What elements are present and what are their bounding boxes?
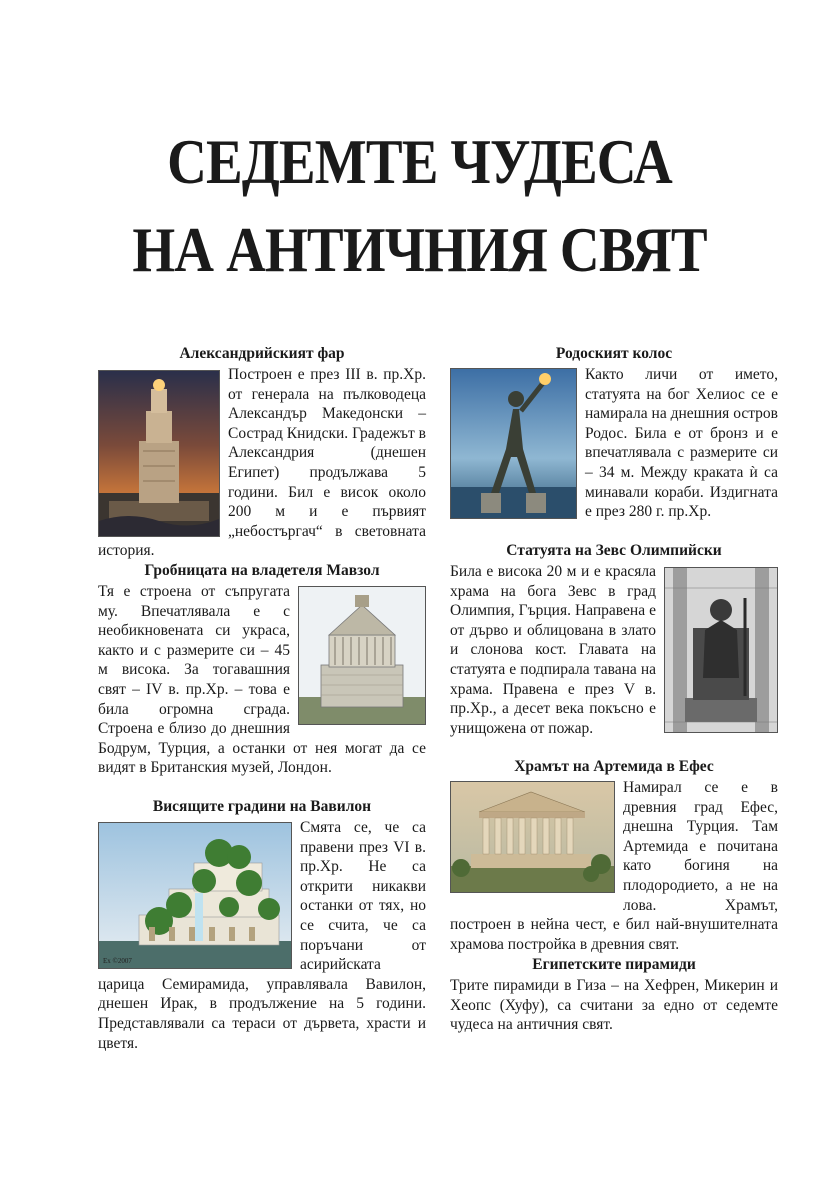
section-mausoleum: [98, 561, 426, 778]
section-heading: Египетските пирамиди: [532, 956, 696, 973]
mausoleum-image: [298, 586, 426, 725]
section-text: Трите пирамиди в Гиза – на Хефрен, Микерин и Хеопс (Хуфу), са считани за едно от седемте чудеса на античния свят.: [450, 977, 778, 1034]
section-colossus: [450, 344, 778, 523]
section-heading: Висящите градини на Вавилон: [152, 798, 372, 815]
section-text: Както личи от името, статуята на бог Хелиос се е намирала на днешния остров Родос. Била е от бронз и е впечатлявала с размерите си – 34 м. Между краката ѝ са минавали кораби. Издигната е през 280 г. пр.Хр.: [585, 366, 778, 521]
section-heading: Гробницата на владетеля Мавзол: [144, 562, 380, 579]
section-zeus: [450, 541, 778, 738]
section-text: Тя е строена от съпругата му. Впечатлявала е с необикновената си украса, както и с размерите си – 45 м висока. За тогавашния свят – IV в. пр.Хр. – това е била огромна сграда. Строена е близо до днешния Бодрум, Турция, а останки от нея могат да се видят в Британския музей, Лондон.: [98, 583, 426, 777]
title-line-1: СЕДЕМТЕ ЧУДЕСА: [167, 126, 672, 197]
section-gardens: [98, 797, 426, 1053]
title-line-2: НА АНТИЧНИЯ СВЯТ: [132, 214, 707, 285]
gardens-image: [98, 822, 292, 969]
section-heading: Храмът на Артемида в Ефес: [514, 758, 714, 775]
section-artemis: [450, 757, 778, 954]
artemis-image: [450, 781, 615, 893]
gardens-watermark: Ex ©2007: [103, 957, 132, 965]
lighthouse-image: [98, 370, 220, 537]
section-heading: Александрийският фар: [179, 345, 345, 362]
colossus-image: [450, 368, 577, 519]
section-text: Построен е през III в. пр.Хр. от генерала на пълководеца Александър Македонски – Сострад Книдски. Градежът в Александрия (днешен Египет) продължава 5 години. Бил е висок около 200 м и е първият „небостъргач“ в световната история.: [98, 366, 426, 560]
section-lighthouse: [98, 344, 426, 561]
section-text: Намирал се е в древния град Ефес, днешна Турция. Там Артемида е почитана като богиня на плодородието, а не на лова. Храмът, построен в нейна чест, е бил най-внушителната храмова постройка в древния свят.: [450, 779, 778, 953]
section-text: Смята се, че са правени през VI в. пр.Хр. Не са открити никакви останки от тях, но се счита, че са поръчани от асирийската царица Семирамида, управлявала Вавилон, днешен Ирак, в продължение на 5 години. Представлявали са тераси от дървета, храсти и цветя.: [98, 819, 426, 1052]
section-heading: Родоският колос: [555, 345, 673, 362]
page-title: [59, 118, 781, 294]
section-heading: Статуята на Зевс Олимпийски: [506, 542, 722, 559]
zeus-image: [664, 567, 778, 733]
section-text: Била е висока 20 м и е красяла храма на бога Зевс в град Олимпия, Гърция. Направена е от дърво и облицована в злато и слонова кост. Главата на статуята е подпирала тавана на храма. Правена е през V в. пр.Хр., а десет века покъсно е унищожена от пожар.: [450, 563, 656, 737]
section-pyramids: [450, 955, 778, 1035]
